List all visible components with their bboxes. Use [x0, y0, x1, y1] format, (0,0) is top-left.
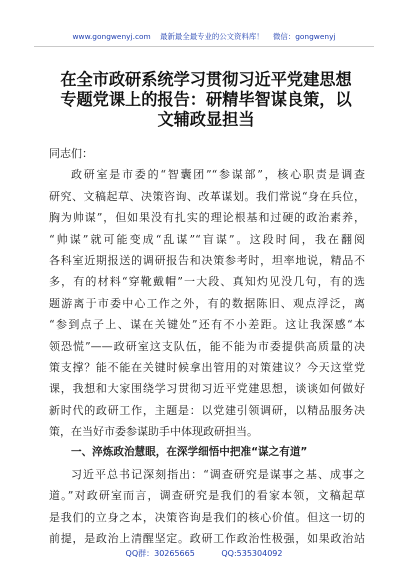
site-slogan: 最新最全最专业的公文资料库！ [160, 32, 264, 41]
section-heading-1: 一、淬炼政治慧眼，在深学细悟中把准“谋之有道” [71, 446, 308, 459]
document-title [46, 70, 366, 130]
paragraph-2-line: 习近平总书记深刻指出：“调查研究是谋事之基、成事之 [71, 467, 365, 481]
paragraph-1-line: “参到点子上、谋在关键处”还有不小差距。这让我深感“本 [49, 318, 365, 332]
paragraph-1-line: 题游离于市委中心工作之外，有的数据陈旧、观点浮泛，离 [49, 296, 365, 310]
site-header-banner [0, 31, 408, 42]
title-line-2: 专题党课上的报告：研精毕智谋良策，以 [60, 90, 352, 109]
paragraph-1-line: 课，我想和大家围绕学习贯彻习近平党建思想，谈谈如何做好 [49, 382, 365, 396]
title-line-3: 文辅政显担当 [157, 110, 255, 129]
paragraph-1-line: 多，有的材料“穿靴戴帽”一大段、真知灼见没几句，有的选 [49, 275, 365, 289]
salutation: 同志们： [49, 147, 93, 160]
paragraph-1-line: 策支撑？能不能在关键时候拿出管用的对策建议？今天这堂党 [49, 360, 365, 374]
paragraph-1-line: 各科室近期报送的调研报告和决策参考时，坦率地说，精品不 [49, 253, 365, 267]
paragraph-2-line: 道。”对政研室而言，调查研究是我们的看家本领，文稿起草 [49, 489, 365, 503]
paragraph-1-line: “帅谋”就可能变成“乱谋”“盲谋”。这段时间，我在翻阅 [49, 232, 365, 246]
paragraph-1-line: 政研室是市委的“智囊团”“参谋部”，核心职责是调查 [71, 168, 365, 182]
paragraph-1-line: 新时代的政研工作，主题是：以党建引领调研，以精品服务决 [49, 403, 365, 417]
footer-qq: QQ:535304092 [221, 549, 283, 558]
paragraph-2-line: 是我们的立身之本，决策咨询是我们的核心价值。但这一切的 [49, 510, 365, 524]
title-line-1: 在全市政研系统学习贯彻习近平党建思想 [60, 70, 352, 89]
document-body [49, 143, 365, 549]
site-url-link[interactable]: www.gongwenyj.com [72, 32, 151, 41]
header-divider [34, 46, 374, 47]
page-footer [0, 548, 408, 559]
paragraph-1-line: 胸为帅谋”，但如果没有扎实的理论根基和过硬的政治素养， [49, 211, 365, 225]
paragraph-1-line: 策，在当好市委参谋助手中体现政研担当。 [49, 425, 258, 439]
paragraph-1-line: 研究、文稿起草、决策咨询、改革谋划。我们常说“身在兵位， [49, 189, 365, 203]
paragraph-2-line: 前提，是政治上清醒坚定。政研工作政治性极强，如果政治站 [49, 532, 365, 546]
wechat-id: 微信：gongwenyj [273, 32, 336, 41]
footer-qq-group: QQ群：30265665 [125, 549, 195, 558]
paragraph-1-line: 领恐慌”——政研室这支队伍，能不能为市委提供高质量的决 [49, 339, 365, 353]
